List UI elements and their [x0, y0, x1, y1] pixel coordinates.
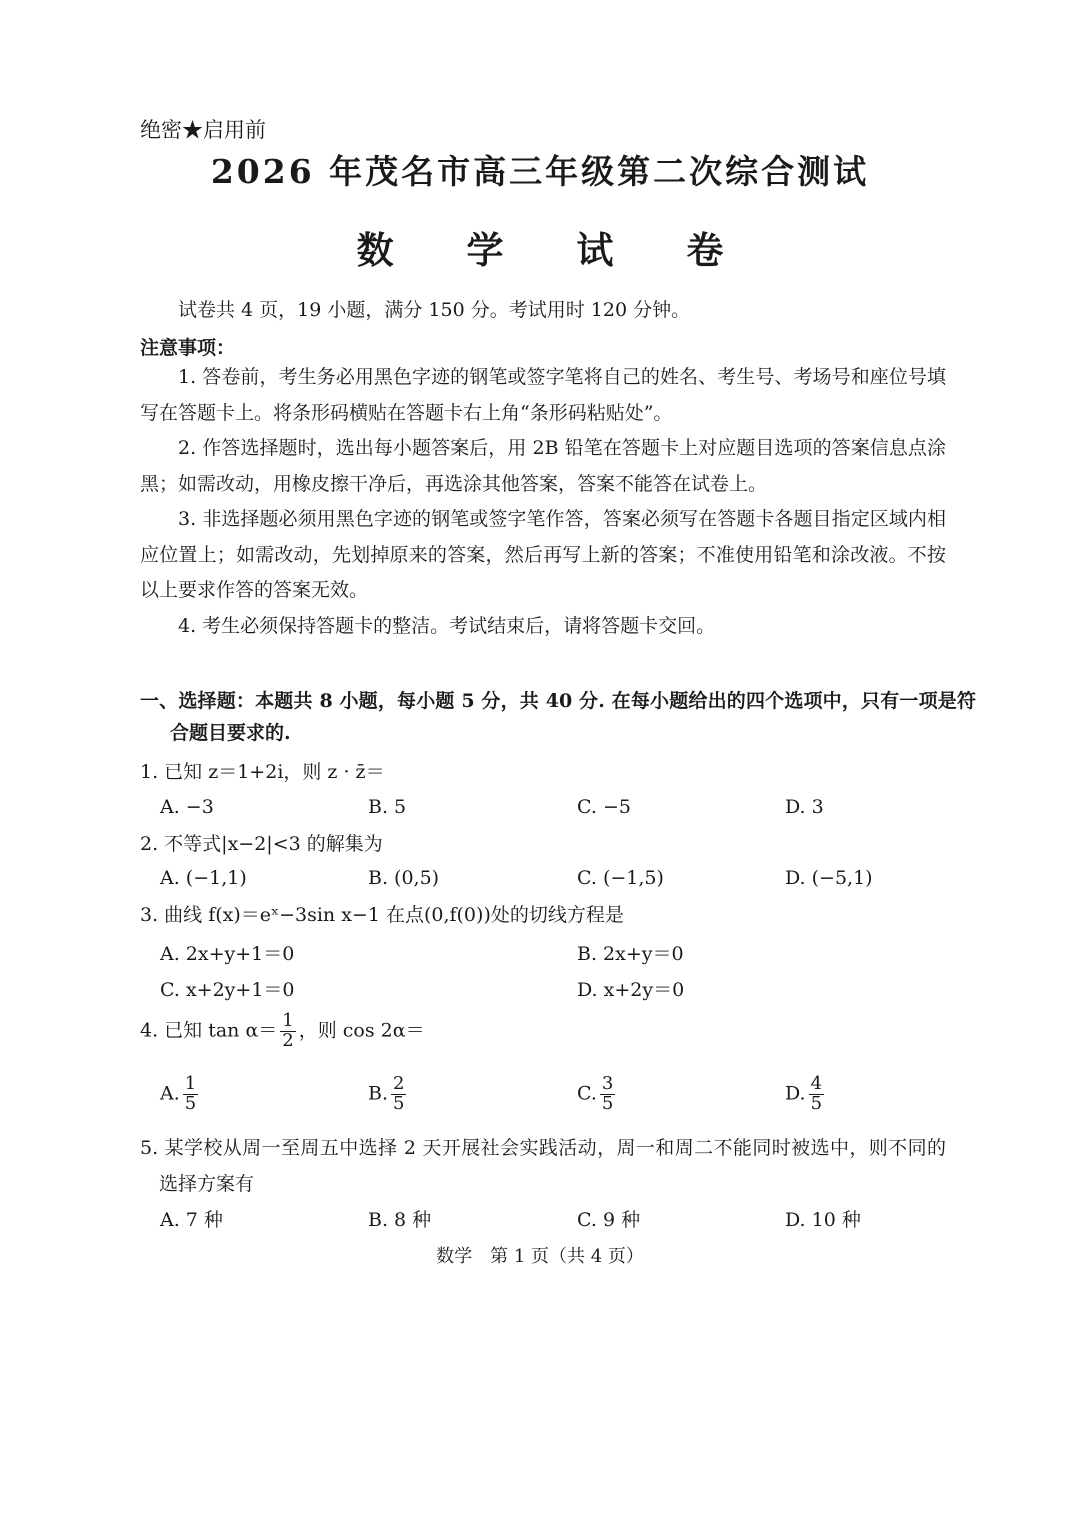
notice-item-4: 4. 考生必须保持答题卡的整洁。考试结束后，请将答题卡交回。 — [178, 615, 716, 637]
notice-item-2: 2. 作答选择题时，选出每小题答案后，用 2B 铅笔在答题卡上对应题目选项的答案信息点涂黑；如需改动，用橡皮擦干净后，再选涂其他答案，答案不能答在试卷上。 — [140, 437, 946, 495]
question-3-option-c: C. x+2y+1＝0 — [160, 979, 295, 1001]
page-footer: 数学 第 1 页（共 4 页） — [436, 1246, 644, 1267]
fraction-denominator: 2 — [282, 1029, 294, 1051]
option-label: C. — [577, 1082, 597, 1105]
question-4-stem-suffix: ，则 cos 2α＝ — [298, 1019, 425, 1042]
fraction-denominator: 5 — [184, 1092, 197, 1114]
question-5-option-a: A. 7 种 — [160, 1209, 223, 1231]
question-4-option-c — [577, 1075, 618, 1114]
question-1-stem: 1. 已知 z＝1+2i，则 z · z̄＝ — [140, 761, 385, 783]
fraction-numerator: 3 — [601, 1073, 614, 1094]
fraction — [391, 1075, 406, 1114]
section-1-heading: 一、选择题：本题共 8 小题，每小题 5 分，共 40 分. 在每小题给出的四个选项中，只有一项是符合题目要求的. — [140, 690, 976, 744]
question-5-stem: 5. 某学校从周一至周五中选择 2 天开展社会实践活动，周一和周二不能同时被选中，则不同的选择方案有 — [140, 1137, 946, 1195]
question-2-option-c: C. (−1,5) — [577, 867, 664, 889]
question-3-option-d: D. x+2y＝0 — [577, 979, 685, 1001]
question-1-option-d: D. 3 — [785, 796, 824, 818]
question-4-option-d — [785, 1075, 827, 1114]
question-3-option-b: B. 2x+y＝0 — [577, 943, 684, 965]
notice-item-1: 1. 答卷前，考生务必用黑色字迹的钢笔或签字笔将自己的姓名、考生号、考场号和座位号填写在答题卡上。将条形码横贴在答题卡右上角“条形码粘贴处”。 — [140, 366, 946, 424]
exam-title: 2026 年茂名市高三年级第二次综合测试 — [210, 152, 870, 191]
question-4-stem — [140, 1012, 425, 1051]
notice-item-3: 3. 非选择题必须用黑色字迹的钢笔或签字笔作答，答案必须写在答题卡各题目指定区域内相应位置上；如需改动，先划掉原来的答案，然后再写上新的答案；不准使用铅笔和涂改液。不按以上要求作答的答案无效。 — [140, 508, 946, 602]
question-3-option-a: A. 2x+y+1＝0 — [160, 943, 295, 965]
fraction — [280, 1012, 295, 1051]
subject-title: 数 学 试 卷 — [356, 228, 754, 272]
fraction-numerator: 1 — [282, 1010, 294, 1031]
option-label: B. — [368, 1082, 389, 1105]
question-5-option-c: C. 9 种 — [577, 1209, 641, 1231]
fraction — [183, 1075, 198, 1114]
question-4-stem-prefix: 4. 已知 tan α＝ — [140, 1019, 278, 1042]
question-5-option-b: B. 8 种 — [368, 1209, 432, 1231]
question-1-option-c: C. −5 — [577, 796, 631, 818]
fraction-denominator: 5 — [601, 1092, 614, 1114]
fraction-numerator: 4 — [810, 1073, 823, 1094]
exam-intro: 试卷共 4 页，19 小题，满分 150 分。考试用时 120 分钟。 — [178, 299, 691, 321]
fraction — [809, 1075, 824, 1114]
fraction-denominator: 5 — [393, 1092, 405, 1114]
fraction — [600, 1075, 615, 1114]
question-2-option-a: A. (−1,1) — [160, 867, 247, 889]
notice-heading: 注意事项： — [140, 337, 236, 359]
question-1-option-b: B. 5 — [368, 796, 407, 818]
question-2-option-b: B. (0,5) — [368, 867, 440, 889]
fraction-denominator: 5 — [810, 1092, 823, 1114]
fraction-numerator: 2 — [393, 1073, 405, 1094]
question-3-stem: 3. 曲线 f(x)＝eˣ−3sin x−1 在点(0,f(0))处的切线方程是 — [140, 904, 624, 926]
question-5-option-d: D. 10 种 — [785, 1209, 861, 1231]
confidential-label: 绝密★启用前 — [140, 118, 266, 142]
question-4-option-a — [160, 1075, 201, 1114]
question-2-option-d: D. (−5,1) — [785, 867, 873, 889]
option-label: A. — [160, 1082, 180, 1105]
option-label: D. — [785, 1082, 806, 1105]
question-1-option-a: A. −3 — [160, 796, 214, 818]
fraction-numerator: 1 — [184, 1073, 197, 1094]
question-4-option-b — [368, 1075, 409, 1114]
question-2-stem: 2. 不等式|x−2|<3 的解集为 — [140, 833, 383, 855]
